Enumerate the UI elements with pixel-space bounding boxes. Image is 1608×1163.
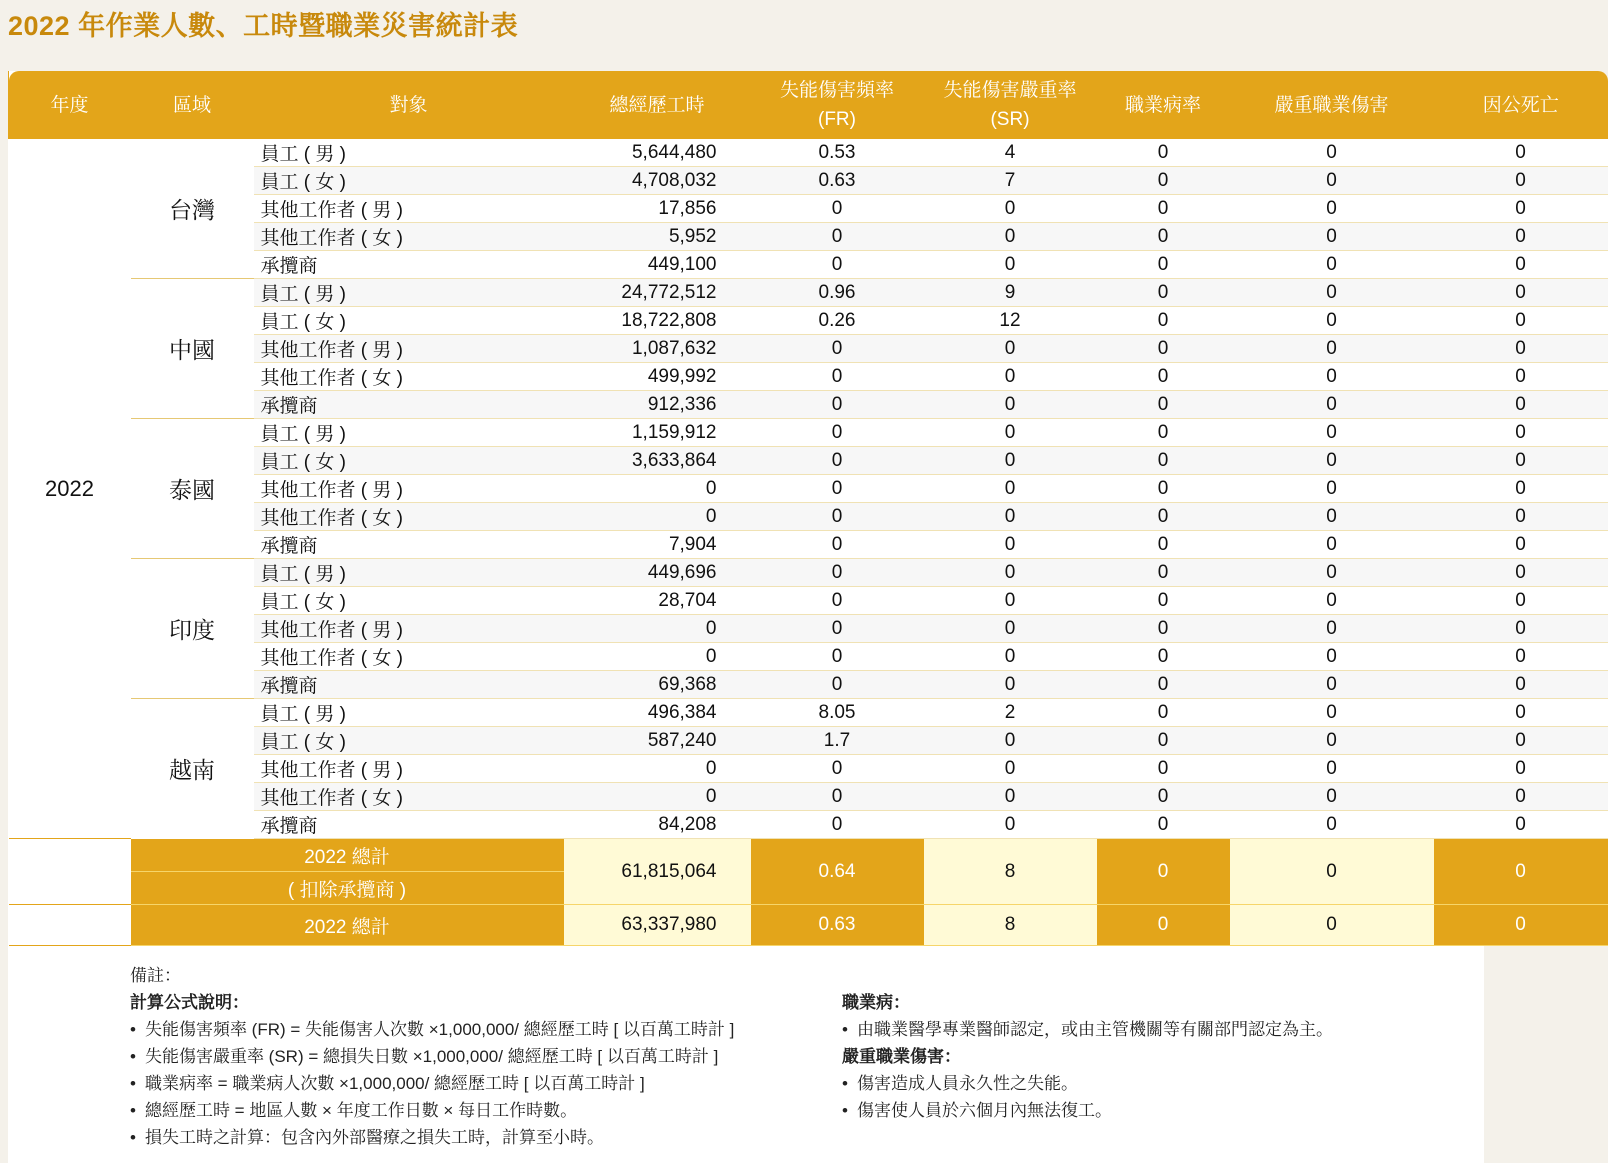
formula-heading: 計算公式說明： xyxy=(130,993,249,1012)
sr-cell: 0 xyxy=(924,531,1097,559)
odr-list xyxy=(842,1016,1333,1043)
odr-cell: 0 xyxy=(1097,223,1230,251)
serious-cell: 0 xyxy=(1230,503,1434,531)
hours-cell: 912,336 xyxy=(564,391,751,419)
total-blank-cell xyxy=(9,905,131,946)
target-cell: 其他工作者 ( 男 ) xyxy=(254,755,564,783)
fr-cell: 0 xyxy=(751,335,924,363)
target-cell: 員工 ( 男 ) xyxy=(254,139,564,167)
region-cell: 印度 xyxy=(131,559,254,699)
total-all-hours: 63,337,980 xyxy=(564,905,751,946)
fr-cell: 0 xyxy=(751,363,924,391)
death-cell: 0 xyxy=(1434,363,1608,391)
header-target: 對象 xyxy=(254,71,564,139)
header-hours: 總經歷工時 xyxy=(564,71,751,139)
serious-cell: 0 xyxy=(1230,279,1434,307)
odr-cell: 0 xyxy=(1097,307,1230,335)
hours-cell: 5,644,480 xyxy=(564,139,751,167)
sr-cell: 0 xyxy=(924,727,1097,755)
header-death: 因公死亡 xyxy=(1434,71,1608,139)
death-cell: 0 xyxy=(1434,139,1608,167)
odr-cell: 0 xyxy=(1097,391,1230,419)
header-fr-line2: (FR) xyxy=(818,109,856,130)
header-odr: 職業病率 xyxy=(1097,71,1230,139)
target-cell: 其他工作者 ( 男 ) xyxy=(254,195,564,223)
odr-cell: 0 xyxy=(1097,447,1230,475)
hours-cell: 1,159,912 xyxy=(564,419,751,447)
fr-cell: 0 xyxy=(751,251,924,279)
sr-cell: 0 xyxy=(924,251,1097,279)
target-cell: 員工 ( 男 ) xyxy=(254,699,564,727)
statistics-card xyxy=(8,71,1559,1163)
total-excl-serious: 0 xyxy=(1230,839,1434,905)
odr-cell: 0 xyxy=(1097,755,1230,783)
header-fr xyxy=(751,71,924,139)
sr-cell: 0 xyxy=(924,755,1097,783)
serious-note-item: • 傷害使人員於六個月內無法復工。 xyxy=(842,1097,1333,1124)
target-cell: 員工 ( 女 ) xyxy=(254,167,564,195)
hours-cell: 4,708,032 xyxy=(564,167,751,195)
fr-cell: 0 xyxy=(751,447,924,475)
target-cell: 承攬商 xyxy=(254,531,564,559)
serious-cell: 0 xyxy=(1230,419,1434,447)
header-row xyxy=(9,71,1608,139)
fr-cell: 0 xyxy=(751,615,924,643)
death-cell: 0 xyxy=(1434,447,1608,475)
total-excl-sr: 8 xyxy=(924,839,1097,905)
fr-cell: 0.63 xyxy=(751,167,924,195)
total-all-odr: 0 xyxy=(1097,905,1230,946)
death-cell: 0 xyxy=(1434,783,1608,811)
serious-cell: 0 xyxy=(1230,783,1434,811)
fr-cell: 0 xyxy=(751,755,924,783)
target-cell: 員工 ( 女 ) xyxy=(254,587,564,615)
serious-cell: 0 xyxy=(1230,699,1434,727)
death-cell: 0 xyxy=(1434,811,1608,839)
odr-cell: 0 xyxy=(1097,587,1230,615)
header-year: 年度 xyxy=(9,71,131,139)
odr-cell: 0 xyxy=(1097,363,1230,391)
fr-cell: 1.7 xyxy=(751,727,924,755)
hours-cell: 449,696 xyxy=(564,559,751,587)
header-region: 區域 xyxy=(131,71,254,139)
fr-cell: 0 xyxy=(751,195,924,223)
region-cell: 中國 xyxy=(131,279,254,419)
target-cell: 其他工作者 ( 女 ) xyxy=(254,363,564,391)
formula-item: • 失能傷害頻率 (FR) = 失能傷害人次數 ×1,000,000/ 總經歷工時 [ 以百萬工時計 ] xyxy=(130,1016,734,1043)
sr-cell: 0 xyxy=(924,671,1097,699)
target-cell: 承攬商 xyxy=(254,671,564,699)
odr-cell: 0 xyxy=(1097,335,1230,363)
target-cell: 員工 ( 女 ) xyxy=(254,307,564,335)
total-blank-cell xyxy=(9,839,131,905)
death-cell: 0 xyxy=(1434,587,1608,615)
total-excl-label-1: 2022 總計 xyxy=(131,839,564,872)
serious-cell: 0 xyxy=(1230,167,1434,195)
fr-cell: 0 xyxy=(751,783,924,811)
hours-cell: 0 xyxy=(564,755,751,783)
sr-cell: 0 xyxy=(924,363,1097,391)
death-cell: 0 xyxy=(1434,671,1608,699)
odr-cell: 0 xyxy=(1097,699,1230,727)
sr-cell: 0 xyxy=(924,783,1097,811)
table-row xyxy=(9,559,1608,587)
odr-cell: 0 xyxy=(1097,475,1230,503)
death-cell: 0 xyxy=(1434,727,1608,755)
serious-cell: 0 xyxy=(1230,335,1434,363)
target-cell: 其他工作者 ( 女 ) xyxy=(254,643,564,671)
sr-cell: 2 xyxy=(924,699,1097,727)
page-title: 2022 年作業人數、工時暨職業災害統計表 xyxy=(8,11,519,41)
serious-cell: 0 xyxy=(1230,643,1434,671)
total-excl-odr: 0 xyxy=(1097,839,1230,905)
table-body xyxy=(9,139,1608,839)
hours-cell: 587,240 xyxy=(564,727,751,755)
odr-cell: 0 xyxy=(1097,671,1230,699)
serious-cell: 0 xyxy=(1230,139,1434,167)
death-cell: 0 xyxy=(1434,755,1608,783)
serious-note-item: • 傷害造成人員永久性之失能。 xyxy=(842,1070,1333,1097)
fr-cell: 0.26 xyxy=(751,307,924,335)
sr-cell: 0 xyxy=(924,195,1097,223)
sr-cell: 0 xyxy=(924,419,1097,447)
death-cell: 0 xyxy=(1434,699,1608,727)
serious-cell: 0 xyxy=(1230,811,1434,839)
target-cell: 其他工作者 ( 男 ) xyxy=(254,475,564,503)
death-cell: 0 xyxy=(1434,279,1608,307)
notes-left xyxy=(130,962,734,1151)
death-cell: 0 xyxy=(1434,615,1608,643)
serious-cell: 0 xyxy=(1230,587,1434,615)
hours-cell: 0 xyxy=(564,643,751,671)
serious-cell: 0 xyxy=(1230,755,1434,783)
hours-cell: 0 xyxy=(564,615,751,643)
odr-cell: 0 xyxy=(1097,643,1230,671)
target-cell: 員工 ( 男 ) xyxy=(254,419,564,447)
serious-cell: 0 xyxy=(1230,223,1434,251)
odr-cell: 0 xyxy=(1097,503,1230,531)
fr-cell: 0 xyxy=(751,811,924,839)
serious-cell: 0 xyxy=(1230,447,1434,475)
hours-cell: 499,992 xyxy=(564,363,751,391)
hours-cell: 449,100 xyxy=(564,251,751,279)
serious-cell: 0 xyxy=(1230,559,1434,587)
target-cell: 員工 ( 女 ) xyxy=(254,447,564,475)
total-excl-hours: 61,815,064 xyxy=(564,839,751,905)
serious-cell: 0 xyxy=(1230,391,1434,419)
death-cell: 0 xyxy=(1434,251,1608,279)
total-all-death: 0 xyxy=(1434,905,1608,946)
odr-cell: 0 xyxy=(1097,167,1230,195)
serious-cell: 0 xyxy=(1230,363,1434,391)
serious-cell: 0 xyxy=(1230,475,1434,503)
target-cell: 承攬商 xyxy=(254,811,564,839)
target-cell: 承攬商 xyxy=(254,251,564,279)
total-all-fr: 0.63 xyxy=(751,905,924,946)
target-cell: 其他工作者 ( 女 ) xyxy=(254,223,564,251)
total-excl-fr: 0.64 xyxy=(751,839,924,905)
target-cell: 其他工作者 ( 女 ) xyxy=(254,783,564,811)
sr-cell: 0 xyxy=(924,587,1097,615)
death-cell: 0 xyxy=(1434,503,1608,531)
hours-cell: 7,904 xyxy=(564,531,751,559)
fr-cell: 0 xyxy=(751,223,924,251)
odr-cell: 0 xyxy=(1097,783,1230,811)
fr-cell: 0.53 xyxy=(751,139,924,167)
fr-cell: 0 xyxy=(751,503,924,531)
header-sr xyxy=(924,71,1097,139)
fr-cell: 0 xyxy=(751,559,924,587)
odr-cell: 0 xyxy=(1097,727,1230,755)
death-cell: 0 xyxy=(1434,335,1608,363)
hours-cell: 18,722,808 xyxy=(564,307,751,335)
sr-cell: 0 xyxy=(924,811,1097,839)
sr-cell: 0 xyxy=(924,615,1097,643)
death-cell: 0 xyxy=(1434,475,1608,503)
sr-cell: 7 xyxy=(924,167,1097,195)
statistics-table xyxy=(8,71,1608,946)
total-excl-row-1 xyxy=(9,839,1608,872)
death-cell: 0 xyxy=(1434,195,1608,223)
death-cell: 0 xyxy=(1434,531,1608,559)
sr-cell: 0 xyxy=(924,475,1097,503)
hours-cell: 0 xyxy=(564,475,751,503)
year-cell: 2022 xyxy=(9,139,131,839)
target-cell: 其他工作者 ( 男 ) xyxy=(254,615,564,643)
death-cell: 0 xyxy=(1434,419,1608,447)
odr-cell: 0 xyxy=(1097,615,1230,643)
total-all-label: 2022 總計 xyxy=(131,905,564,946)
sr-cell: 0 xyxy=(924,223,1097,251)
death-cell: 0 xyxy=(1434,223,1608,251)
hours-cell: 84,208 xyxy=(564,811,751,839)
fr-cell: 0 xyxy=(751,419,924,447)
sr-cell: 0 xyxy=(924,447,1097,475)
sr-cell: 0 xyxy=(924,559,1097,587)
hours-cell: 24,772,512 xyxy=(564,279,751,307)
total-all-row xyxy=(9,905,1608,946)
total-excl-label-2: ( 扣除承攬商 ) xyxy=(131,872,564,905)
death-cell: 0 xyxy=(1434,391,1608,419)
formula-item: • 損失工時之計算：包含內外部醫療之損失工時，計算至小時。 xyxy=(130,1124,734,1151)
notes-right xyxy=(842,989,1333,1124)
target-cell: 承攬商 xyxy=(254,391,564,419)
target-cell: 員工 ( 男 ) xyxy=(254,559,564,587)
table-row xyxy=(9,139,1608,167)
fr-cell: 0 xyxy=(751,475,924,503)
fr-cell: 8.05 xyxy=(751,699,924,727)
hours-cell: 0 xyxy=(564,783,751,811)
hours-cell: 5,952 xyxy=(564,223,751,251)
death-cell: 0 xyxy=(1434,559,1608,587)
header-sr-line2: (SR) xyxy=(990,109,1030,130)
odr-cell: 0 xyxy=(1097,531,1230,559)
region-cell: 台灣 xyxy=(169,197,215,223)
hours-cell: 0 xyxy=(564,503,751,531)
serious-cell: 0 xyxy=(1230,251,1434,279)
formula-item: • 失能傷害嚴重率 (SR) = 總損失日數 ×1,000,000/ 總經歷工時 [ 以百萬工時計 ] xyxy=(130,1043,734,1070)
target-cell: 其他工作者 ( 女 ) xyxy=(254,503,564,531)
serious-heading: 嚴重職業傷害： xyxy=(842,1047,961,1066)
header-fr-line1: 失能傷害頻率 xyxy=(779,80,894,101)
table-row xyxy=(9,419,1608,447)
total-all-serious: 0 xyxy=(1230,905,1434,946)
odr-cell: 0 xyxy=(1097,279,1230,307)
odr-cell: 0 xyxy=(1097,195,1230,223)
odr-cell: 0 xyxy=(1097,419,1230,447)
hours-cell: 17,856 xyxy=(564,195,751,223)
sr-cell: 0 xyxy=(924,643,1097,671)
sr-cell: 0 xyxy=(924,503,1097,531)
fr-cell: 0 xyxy=(751,391,924,419)
header-sr-line1: 失能傷害嚴重率 xyxy=(943,80,1077,101)
region-cell: 泰國 xyxy=(131,419,254,559)
sr-cell: 9 xyxy=(924,279,1097,307)
total-excl-death: 0 xyxy=(1434,839,1608,905)
sr-cell: 12 xyxy=(924,307,1097,335)
sr-cell: 0 xyxy=(924,391,1097,419)
hours-cell: 69,368 xyxy=(564,671,751,699)
serious-cell: 0 xyxy=(1230,671,1434,699)
serious-cell: 0 xyxy=(1230,615,1434,643)
fr-cell: 0 xyxy=(751,587,924,615)
hours-cell: 1,087,632 xyxy=(564,335,751,363)
death-cell: 0 xyxy=(1434,167,1608,195)
odr-cell: 0 xyxy=(1097,559,1230,587)
target-cell: 員工 ( 女 ) xyxy=(254,727,564,755)
formula-item: • 總經歷工時 = 地區人數 × 年度工作日數 × 每日工作時數。 xyxy=(130,1097,734,1124)
odr-cell: 0 xyxy=(1097,811,1230,839)
table-row xyxy=(9,279,1608,307)
target-cell: 員工 ( 男 ) xyxy=(254,279,564,307)
formula-item: • 職業病率 = 職業病人次數 ×1,000,000/ 總經歷工時 [ 以百萬工時計 ] xyxy=(130,1070,734,1097)
fr-cell: 0.96 xyxy=(751,279,924,307)
odr-note-item: • 由職業醫學專業醫師認定，或由主管機關等有關部門認定為主。 xyxy=(842,1016,1333,1043)
death-cell: 0 xyxy=(1434,307,1608,335)
sr-cell: 0 xyxy=(924,335,1097,363)
hours-cell: 3,633,864 xyxy=(564,447,751,475)
serious-cell: 0 xyxy=(1230,531,1434,559)
odr-cell: 0 xyxy=(1097,251,1230,279)
header-serious: 嚴重職業傷害 xyxy=(1230,71,1434,139)
total-all-sr: 8 xyxy=(924,905,1097,946)
serious-cell: 0 xyxy=(1230,307,1434,335)
table-row xyxy=(9,699,1608,727)
remark-label: 備註： xyxy=(130,966,181,985)
odr-heading: 職業病： xyxy=(842,993,910,1012)
sr-cell: 4 xyxy=(924,139,1097,167)
death-cell: 0 xyxy=(1434,643,1608,671)
hours-cell: 28,704 xyxy=(564,587,751,615)
serious-cell: 0 xyxy=(1230,195,1434,223)
fr-cell: 0 xyxy=(751,531,924,559)
odr-cell: 0 xyxy=(1097,139,1230,167)
fr-cell: 0 xyxy=(751,671,924,699)
target-cell: 其他工作者 ( 男 ) xyxy=(254,335,564,363)
serious-cell: 0 xyxy=(1230,727,1434,755)
serious-list xyxy=(842,1070,1333,1124)
region-cell: 越南 xyxy=(131,699,254,839)
formula-list xyxy=(130,1016,734,1151)
hours-cell: 496,384 xyxy=(564,699,751,727)
fr-cell: 0 xyxy=(751,643,924,671)
